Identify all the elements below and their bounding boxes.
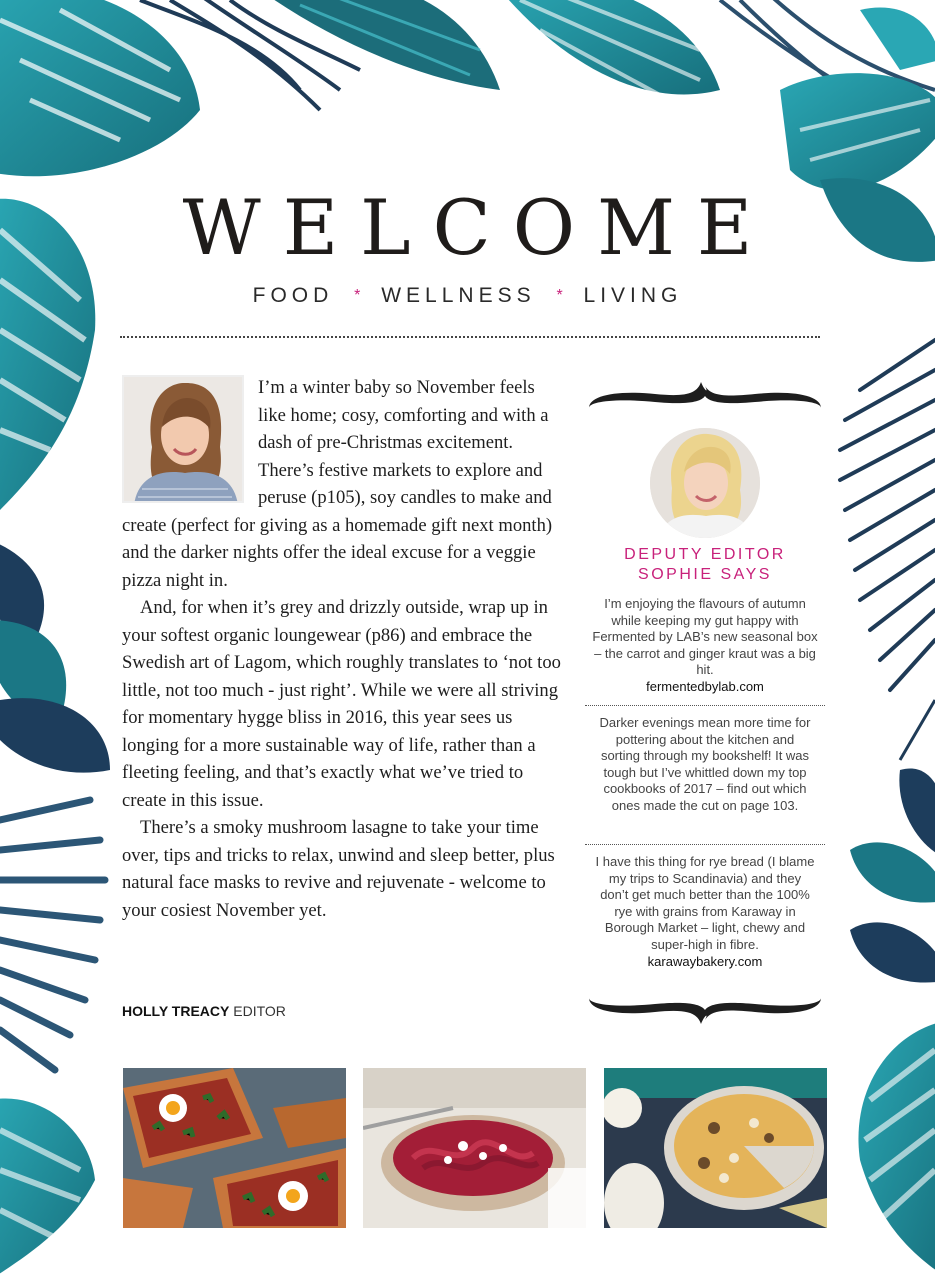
sidebar-divider (585, 705, 825, 706)
leaf-left-palm (0, 800, 105, 1070)
star-icon: * (556, 287, 563, 304)
leaf-right-lower (858, 1020, 935, 1280)
sidebar-item (585, 854, 825, 970)
tagline-living: LIVING (583, 284, 683, 307)
sidebar-item-text: Darker evenings mean more time for pottering about the kitchen and sorting through my bookshelf! It was tough but I’ve whittled down my top cookbooks of 2017 – find out which ones made the cut on page 103. (599, 715, 811, 813)
tagline-food: FOOD (252, 284, 334, 307)
page-title: WELCOME (182, 183, 775, 272)
photo-wrap-spacer (122, 374, 258, 510)
editor-signature (122, 1003, 286, 1019)
letter-paragraph: I’m a winter baby so November feels like home; cosy, comforting and with a dash of pre-Christmas excitement. There’s festive markets to explore and peruse (p105), soy candles to make and create (perfect for giving as a homemade gift next month) and the darker nights offer the ideal excuse for a veggie pizza night in. (122, 377, 553, 591)
sidebar-title-line2: SOPHIE SAYS (638, 566, 772, 583)
sidebar-item-link[interactable]: karawaybakery.com (647, 953, 763, 969)
leaf-left-lower (0, 1098, 95, 1280)
tagline-wellness: WELLNESS (381, 284, 536, 307)
leaf-right-middle (850, 768, 935, 982)
letter-paragraph: There’s a smoky mushroom lasagne to take your time over, tips and tricks to relax, unwind and sleep better, plus natural face masks to revive and rejuvenate - welcome to your cosiest November yet. (122, 817, 555, 921)
letter-paragraph: And, for when it’s grey and drizzly outside, wrap up in your softest organic loungewear (p86) and embrace the Swedish art of Lagom, which roughly translates to ‘not too little, not too much - just right’. While we were all striving for momentary hygge bliss in 2016, this year sees us longing for a more sustainable way of life, rather than a fleeting feeling, and that’s exactly what we’ve tried to create in this issue. (122, 597, 561, 811)
sidebar-item-text: I have this thing for rye bread (I blame my trips to Scandinavia) and they don’t get much better than the 100% rye with grains from Karaway in Borough Market – light, chewy and super-high in fibre. (595, 854, 815, 952)
photo-frittata (604, 1068, 827, 1228)
curly-brace-icon (585, 980, 825, 1028)
photo-pasta (363, 1068, 586, 1228)
deputy-editor-photo (650, 428, 760, 538)
sidebar-item-link[interactable]: fermentedbylab.com (646, 678, 764, 694)
sidebar-item (585, 596, 825, 696)
editor-role: EDITOR (233, 1003, 286, 1019)
sidebar-item (585, 715, 825, 815)
editor-name: HOLLY TREACY (122, 1003, 230, 1019)
sidebar-divider (585, 844, 825, 845)
sidebar-title (585, 545, 825, 585)
photo-pizza (123, 1068, 346, 1228)
editor-letter (122, 374, 567, 924)
sidebar-title-line1: DEPUTY EDITOR (624, 546, 786, 563)
tagline (0, 284, 935, 308)
deputy-editor-sidebar (585, 378, 825, 1028)
leaf-top-left (0, 0, 360, 176)
leaf-right-palm (840, 340, 935, 760)
dotted-divider (120, 336, 820, 338)
star-icon: * (354, 287, 361, 304)
sidebar-item-text: I’m enjoying the flavours of autumn while keeping my gut happy with Fermented by LAB’s new seasonal box – the carrot and ginger kraut was a big hit. (592, 596, 818, 678)
curly-brace-icon (585, 378, 825, 426)
